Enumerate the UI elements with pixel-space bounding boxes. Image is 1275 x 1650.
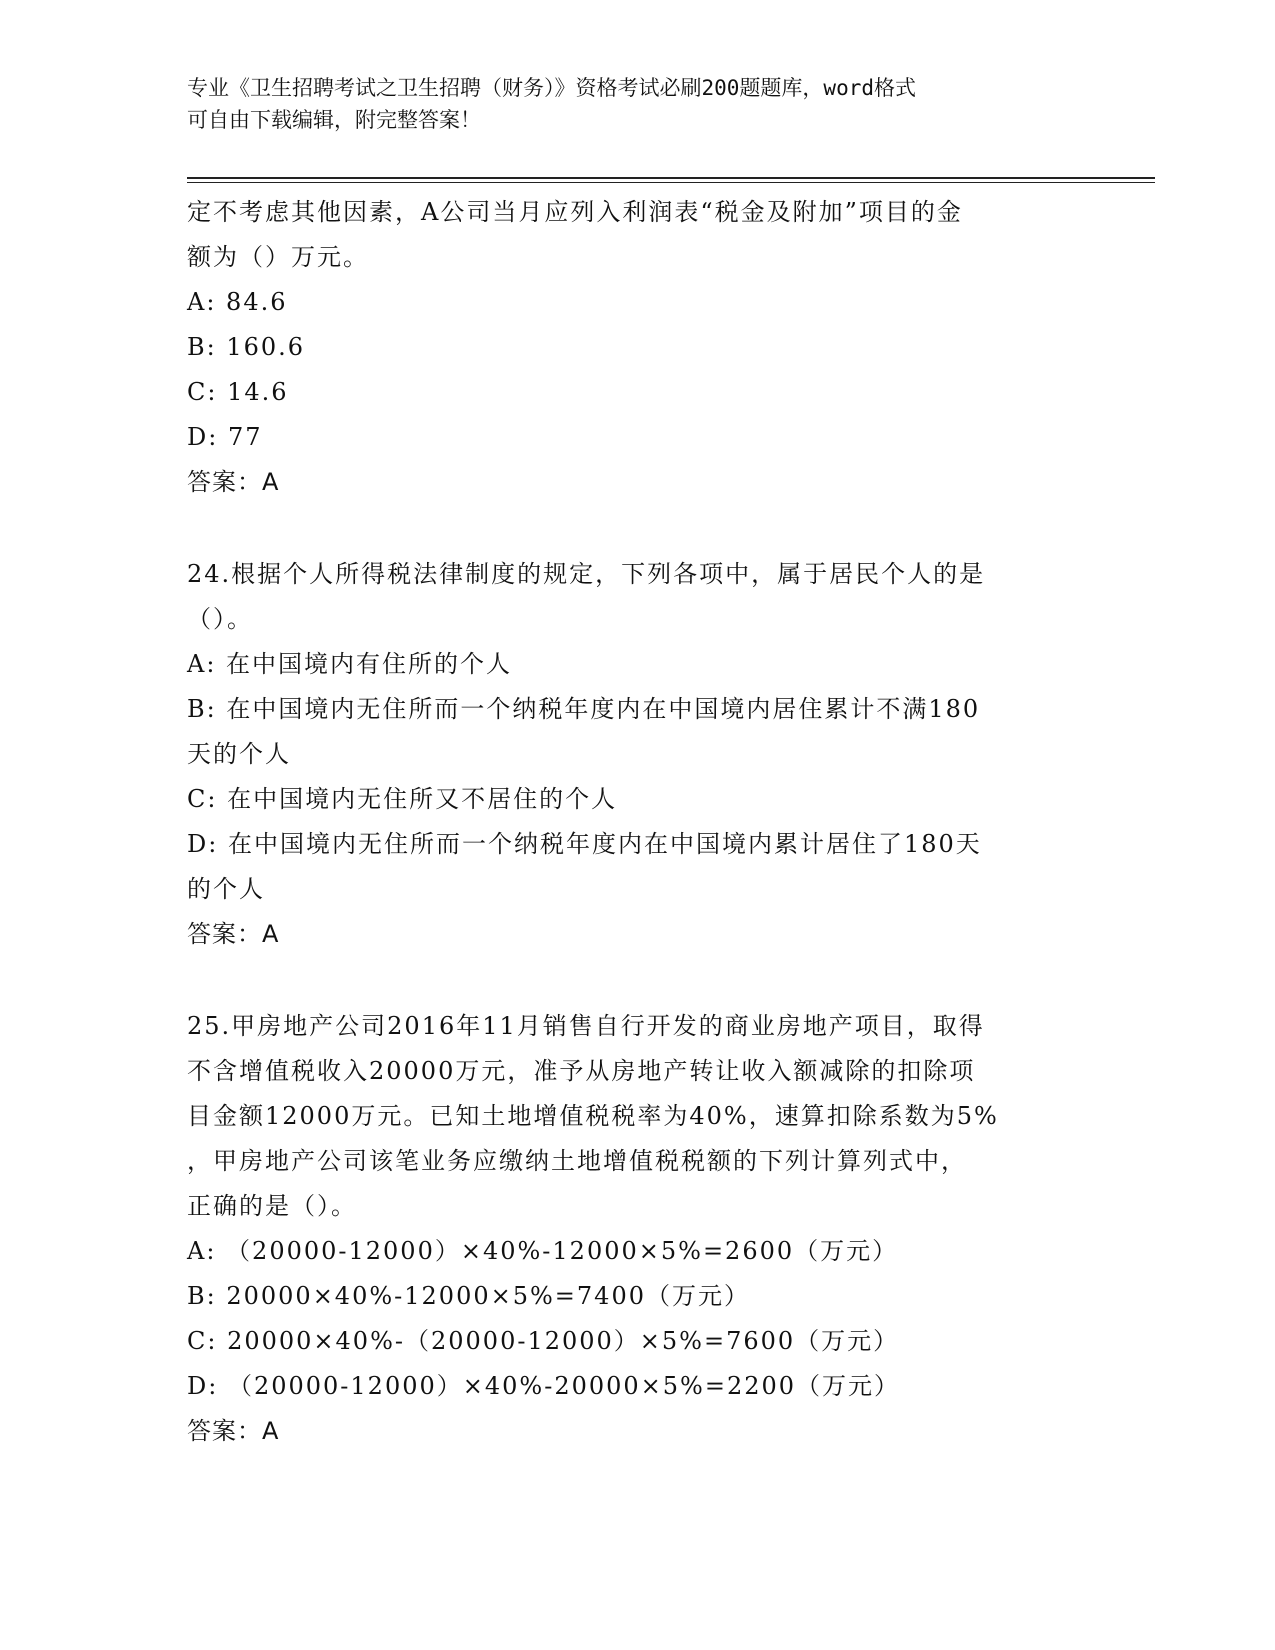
question-25 <box>187 1004 1087 1454</box>
option-c: C: 20000×40%-（20000-12000）×5%=7600（万元） <box>187 1327 900 1355</box>
option-b: B: 在中国境内无住所而一个纳税年度内在中国境内居住累计不满180 <box>187 695 981 723</box>
question-stem-line: ，甲房地产公司该笔业务应缴纳土地增值税税额的下列计算列式中， <box>187 1147 967 1175</box>
header-title-line-2: 可自由下载编辑，附完整答案！ <box>187 108 481 132</box>
option-d: D: 77 <box>187 423 263 451</box>
header-divider-thin <box>187 182 1155 183</box>
question-stem-line: 不含增值税收入20000万元，准予从房地产转让收入额减除的扣除项 <box>187 1057 976 1085</box>
question-stem-line: 25.甲房地产公司2016年11月销售自行开发的商业房地产项目，取得 <box>187 1012 985 1040</box>
header-divider-thick <box>187 177 1155 179</box>
question-stem-line: 定不考虑其他因素，A公司当月应列入利润表“税金及附加”项目的金 <box>187 198 963 226</box>
option-a: A: 84.6 <box>187 288 288 316</box>
question-stem-line: 额为（）万元。 <box>187 243 369 271</box>
question-stem-line: 目金额12000万元。已知土地增值税税率为40%，速算扣除系数为5% <box>187 1102 999 1130</box>
spacer <box>187 957 1087 1004</box>
option-c: C: 14.6 <box>187 378 289 406</box>
question-stem-line: 24.根据个人所得税法律制度的规定，下列各项中，属于居民个人的是 <box>187 560 986 588</box>
header-title-line-1: 专业《卫生招聘考试之卫生招聘（财务）》资格考试必刷200题题库，word格式 <box>187 76 916 100</box>
document-body <box>187 190 1087 1454</box>
option-c: C: 在中国境内无住所又不居住的个人 <box>187 785 618 813</box>
option-b: B: 160.6 <box>187 333 306 361</box>
option-a: A: 在中国境内有住所的个人 <box>187 650 513 678</box>
option-a: A: （20000-12000）×40%-12000×5%=2600（万元） <box>187 1237 899 1265</box>
option-b: B: 20000×40%-12000×5%=7400（万元） <box>187 1282 750 1310</box>
option-d: D: （20000-12000）×40%-20000×5%=2200（万元） <box>187 1372 901 1400</box>
spacer <box>187 505 1087 552</box>
question-24 <box>187 552 1087 957</box>
answer-line: 答案：A <box>187 920 280 948</box>
question-stem-line: 正确的是（）。 <box>187 1192 357 1220</box>
answer-line: 答案：A <box>187 468 280 496</box>
option-d: D: 在中国境内无住所而一个纳税年度内在中国境内累计居住了180天 <box>187 830 982 858</box>
question-23-continued <box>187 190 1087 505</box>
question-stem-line: （）。 <box>187 605 253 633</box>
answer-line: 答案：A <box>187 1417 280 1445</box>
option-b-continued: 天的个人 <box>187 740 291 768</box>
document-header <box>187 72 1087 136</box>
option-d-continued: 的个人 <box>187 875 265 903</box>
